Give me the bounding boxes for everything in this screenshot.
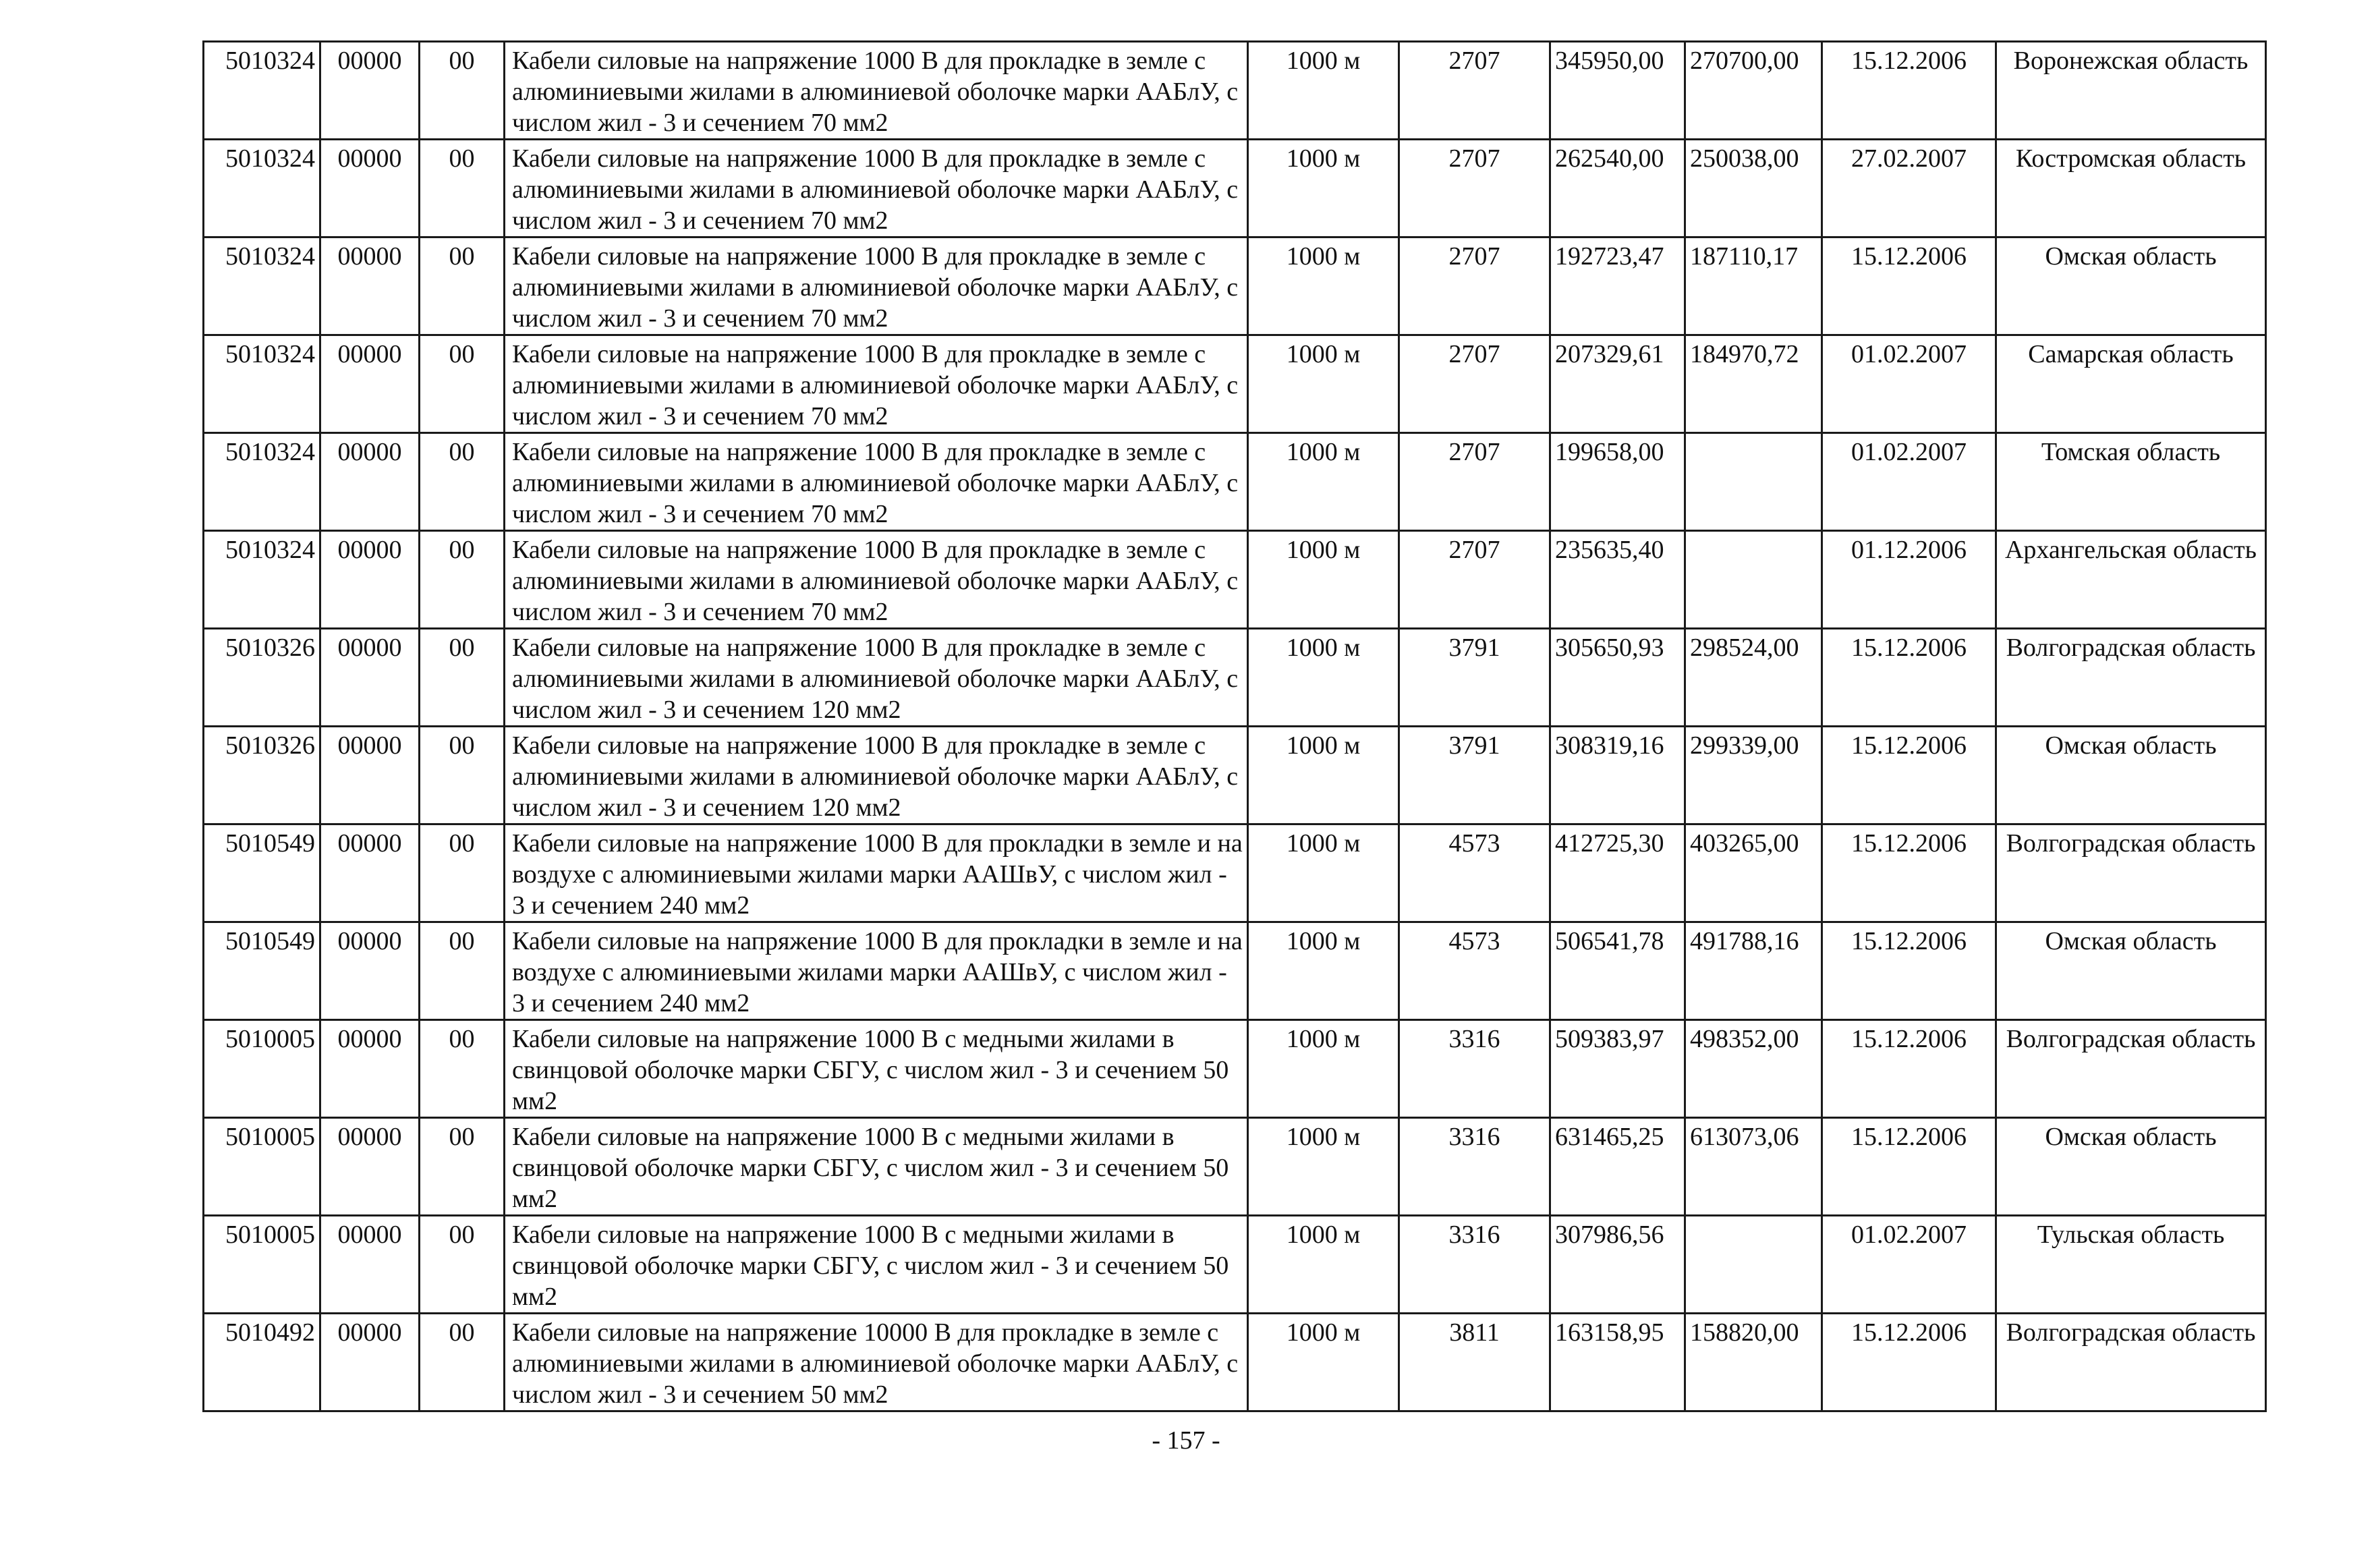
table-row [204,140,2266,237]
cell-subcode: 00000 [320,140,420,237]
cell-date: 01.02.2007 [1822,335,1996,433]
cell-code: 5010324 [204,335,320,433]
cell-unit: 1000 м [1248,1118,1399,1216]
cell-price-1: 307986,56 [1550,1216,1685,1314]
cell-code: 5010324 [204,42,320,140]
cell-region: Архангельская область [1996,531,2266,629]
cell-extension: 00 [420,433,505,531]
table-row [204,335,2266,433]
cell-price-2: 491788,16 [1685,922,1822,1020]
page-number: - 157 - [1152,1426,1220,1455]
cell-region: Омская область [1996,237,2266,335]
cell-okei: 4573 [1399,922,1550,1020]
cell-price-1: 631465,25 [1550,1118,1685,1216]
cell-region: Воронежская область [1996,42,2266,140]
cell-price-2: 270700,00 [1685,42,1822,140]
cell-description: Кабели силовые на напряжение 1000 В для прокладке в земле с алюминиевыми жилами в алюминиевой оболочке марки ААБлУ, с числом жил - 3 и сечением 120 мм2 [505,727,1248,824]
cell-okei: 3791 [1399,629,1550,727]
cell-region: Волгоградская область [1996,1314,2266,1411]
cell-subcode: 00000 [320,629,420,727]
cell-okei: 3316 [1399,1118,1550,1216]
cell-unit: 1000 м [1248,140,1399,237]
cell-unit: 1000 м [1248,1020,1399,1118]
cell-subcode: 00000 [320,824,420,922]
cell-description: Кабели силовые на напряжение 1000 В для прокладке в земле с алюминиевыми жилами в алюминиевой оболочке марки ААБлУ, с числом жил - 3 и сечением 70 мм2 [505,335,1248,433]
cell-subcode: 00000 [320,1118,420,1216]
cell-price-2: 184970,72 [1685,335,1822,433]
cell-region: Волгоградская область [1996,629,2266,727]
cell-price-2 [1685,1216,1822,1314]
cell-subcode: 00000 [320,531,420,629]
cell-unit: 1000 м [1248,531,1399,629]
cell-region: Волгоградская область [1996,1020,2266,1118]
cell-okei: 3791 [1399,727,1550,824]
cell-code: 5010492 [204,1314,320,1411]
cell-unit: 1000 м [1248,629,1399,727]
cell-price-2: 299339,00 [1685,727,1822,824]
cell-extension: 00 [420,824,505,922]
cell-okei: 2707 [1399,42,1550,140]
cell-price-2: 498352,00 [1685,1020,1822,1118]
cell-code: 5010324 [204,237,320,335]
cell-subcode: 00000 [320,42,420,140]
cell-price-2: 613073,06 [1685,1118,1822,1216]
cell-description: Кабели силовые на напряжение 1000 В для прокладке в земле с алюминиевыми жилами в алюминиевой оболочке марки ААБлУ, с числом жил - 3 и сечением 70 мм2 [505,140,1248,237]
cell-extension: 00 [420,922,505,1020]
cell-subcode: 00000 [320,1216,420,1314]
cell-date: 15.12.2006 [1822,629,1996,727]
table-body [204,42,2266,1411]
cell-price-1: 199658,00 [1550,433,1685,531]
cell-region: Самарская область [1996,335,2266,433]
cell-price-1: 308319,16 [1550,727,1685,824]
cell-unit: 1000 м [1248,824,1399,922]
cell-description: Кабели силовые на напряжение 1000 В с медными жилами в свинцовой оболочке марки СБГУ, с числом жил - 3 и сечением 50 мм2 [505,1216,1248,1314]
cell-okei: 2707 [1399,531,1550,629]
cell-date: 15.12.2006 [1822,237,1996,335]
cell-unit: 1000 м [1248,727,1399,824]
table-row [204,629,2266,727]
cell-extension: 00 [420,629,505,727]
cell-description: Кабели силовые на напряжение 1000 В для прокладки в земле и на воздухе с алюминиевыми жилами марки ААШвУ, с числом жил - 3 и сечением 240 мм2 [505,824,1248,922]
cell-price-2: 403265,00 [1685,824,1822,922]
cell-code: 5010005 [204,1118,320,1216]
cell-code: 5010324 [204,433,320,531]
cell-code: 5010326 [204,727,320,824]
cell-okei: 2707 [1399,140,1550,237]
cell-extension: 00 [420,1020,505,1118]
cell-price-1: 207329,61 [1550,335,1685,433]
cell-extension: 00 [420,1118,505,1216]
table-row [204,824,2266,922]
cell-date: 15.12.2006 [1822,922,1996,1020]
cell-price-1: 192723,47 [1550,237,1685,335]
cell-okei: 3316 [1399,1020,1550,1118]
cell-date: 15.12.2006 [1822,42,1996,140]
cell-unit: 1000 м [1248,237,1399,335]
cell-code: 5010324 [204,140,320,237]
cell-price-2: 298524,00 [1685,629,1822,727]
cell-date: 01.12.2006 [1822,531,1996,629]
cell-extension: 00 [420,1314,505,1411]
cell-price-2 [1685,531,1822,629]
cell-okei: 2707 [1399,335,1550,433]
cell-description: Кабели силовые на напряжение 1000 В с медными жилами в свинцовой оболочке марки СБГУ, с числом жил - 3 и сечением 50 мм2 [505,1118,1248,1216]
cell-code: 5010005 [204,1216,320,1314]
price-table [202,40,2267,1412]
cell-region: Омская область [1996,922,2266,1020]
table-row [204,237,2266,335]
cell-subcode: 00000 [320,237,420,335]
cell-subcode: 00000 [320,922,420,1020]
cell-price-1: 305650,93 [1550,629,1685,727]
table-row [204,1314,2266,1411]
table-row [204,922,2266,1020]
cell-region: Костромская область [1996,140,2266,237]
cell-unit: 1000 м [1248,335,1399,433]
cell-description: Кабели силовые на напряжение 1000 В для прокладки в земле и на воздухе с алюминиевыми жилами марки ААШвУ, с числом жил - 3 и сечением 240 мм2 [505,922,1248,1020]
cell-region: Омская область [1996,1118,2266,1216]
cell-price-1: 262540,00 [1550,140,1685,237]
cell-extension: 00 [420,727,505,824]
table-row [204,433,2266,531]
cell-code: 5010326 [204,629,320,727]
cell-description: Кабели силовые на напряжение 10000 В для прокладке в земле с алюминиевыми жилами в алюминиевой оболочке марки ААБлУ, с числом жил - 3 и сечением 50 мм2 [505,1314,1248,1411]
cell-region: Тульская область [1996,1216,2266,1314]
cell-description: Кабели силовые на напряжение 1000 В для прокладке в земле с алюминиевыми жилами в алюминиевой оболочке марки ААБлУ, с числом жил - 3 и сечением 70 мм2 [505,237,1248,335]
cell-subcode: 00000 [320,335,420,433]
table-row [204,727,2266,824]
cell-extension: 00 [420,531,505,629]
cell-region: Омская область [1996,727,2266,824]
cell-unit: 1000 м [1248,42,1399,140]
cell-okei: 4573 [1399,824,1550,922]
cell-description: Кабели силовые на напряжение 1000 В для прокладке в земле с алюминиевыми жилами в алюминиевой оболочке марки ААБлУ, с числом жил - 3 и сечением 70 мм2 [505,42,1248,140]
cell-price-2 [1685,433,1822,531]
cell-unit: 1000 м [1248,433,1399,531]
cell-price-1: 506541,78 [1550,922,1685,1020]
table-row [204,1118,2266,1216]
cell-code: 5010549 [204,922,320,1020]
cell-okei: 2707 [1399,237,1550,335]
cell-code: 5010324 [204,531,320,629]
cell-price-1: 235635,40 [1550,531,1685,629]
cell-unit: 1000 м [1248,1314,1399,1411]
cell-date: 27.02.2007 [1822,140,1996,237]
table-row [204,1216,2266,1314]
table-row [204,42,2266,140]
cell-code: 5010549 [204,824,320,922]
cell-region: Томская область [1996,433,2266,531]
cell-okei: 3811 [1399,1314,1550,1411]
cell-date: 01.02.2007 [1822,1216,1996,1314]
cell-unit: 1000 м [1248,922,1399,1020]
cell-price-1: 412725,30 [1550,824,1685,922]
cell-subcode: 00000 [320,1020,420,1118]
table-row [204,531,2266,629]
cell-okei: 2707 [1399,433,1550,531]
cell-price-1: 509383,97 [1550,1020,1685,1118]
cell-price-2: 187110,17 [1685,237,1822,335]
cell-okei: 3316 [1399,1216,1550,1314]
cell-description: Кабели силовые на напряжение 1000 В для прокладке в земле с алюминиевыми жилами в алюминиевой оболочке марки ААБлУ, с числом жил - 3 и сечением 70 мм2 [505,433,1248,531]
cell-extension: 00 [420,335,505,433]
cell-extension: 00 [420,237,505,335]
cell-code: 5010005 [204,1020,320,1118]
cell-region: Волгоградская область [1996,824,2266,922]
cell-date: 15.12.2006 [1822,1020,1996,1118]
cell-extension: 00 [420,140,505,237]
cell-subcode: 00000 [320,1314,420,1411]
table-row [204,1020,2266,1118]
cell-description: Кабели силовые на напряжение 1000 В с медными жилами в свинцовой оболочке марки СБГУ, с числом жил - 3 и сечением 50 мм2 [505,1020,1248,1118]
cell-price-2: 250038,00 [1685,140,1822,237]
cell-extension: 00 [420,1216,505,1314]
cell-price-1: 345950,00 [1550,42,1685,140]
cell-description: Кабели силовые на напряжение 1000 В для прокладке в земле с алюминиевыми жилами в алюминиевой оболочке марки ААБлУ, с числом жил - 3 и сечением 70 мм2 [505,531,1248,629]
cell-date: 15.12.2006 [1822,1118,1996,1216]
cell-price-1: 163158,95 [1550,1314,1685,1411]
cell-date: 15.12.2006 [1822,727,1996,824]
cell-extension: 00 [420,42,505,140]
cell-date: 01.02.2007 [1822,433,1996,531]
cell-date: 15.12.2006 [1822,1314,1996,1411]
cell-description: Кабели силовые на напряжение 1000 В для прокладке в земле с алюминиевыми жилами в алюминиевой оболочке марки ААБлУ, с числом жил - 3 и сечением 120 мм2 [505,629,1248,727]
cell-subcode: 00000 [320,727,420,824]
cell-subcode: 00000 [320,433,420,531]
cell-price-2: 158820,00 [1685,1314,1822,1411]
cell-date: 15.12.2006 [1822,824,1996,922]
cell-unit: 1000 м [1248,1216,1399,1314]
